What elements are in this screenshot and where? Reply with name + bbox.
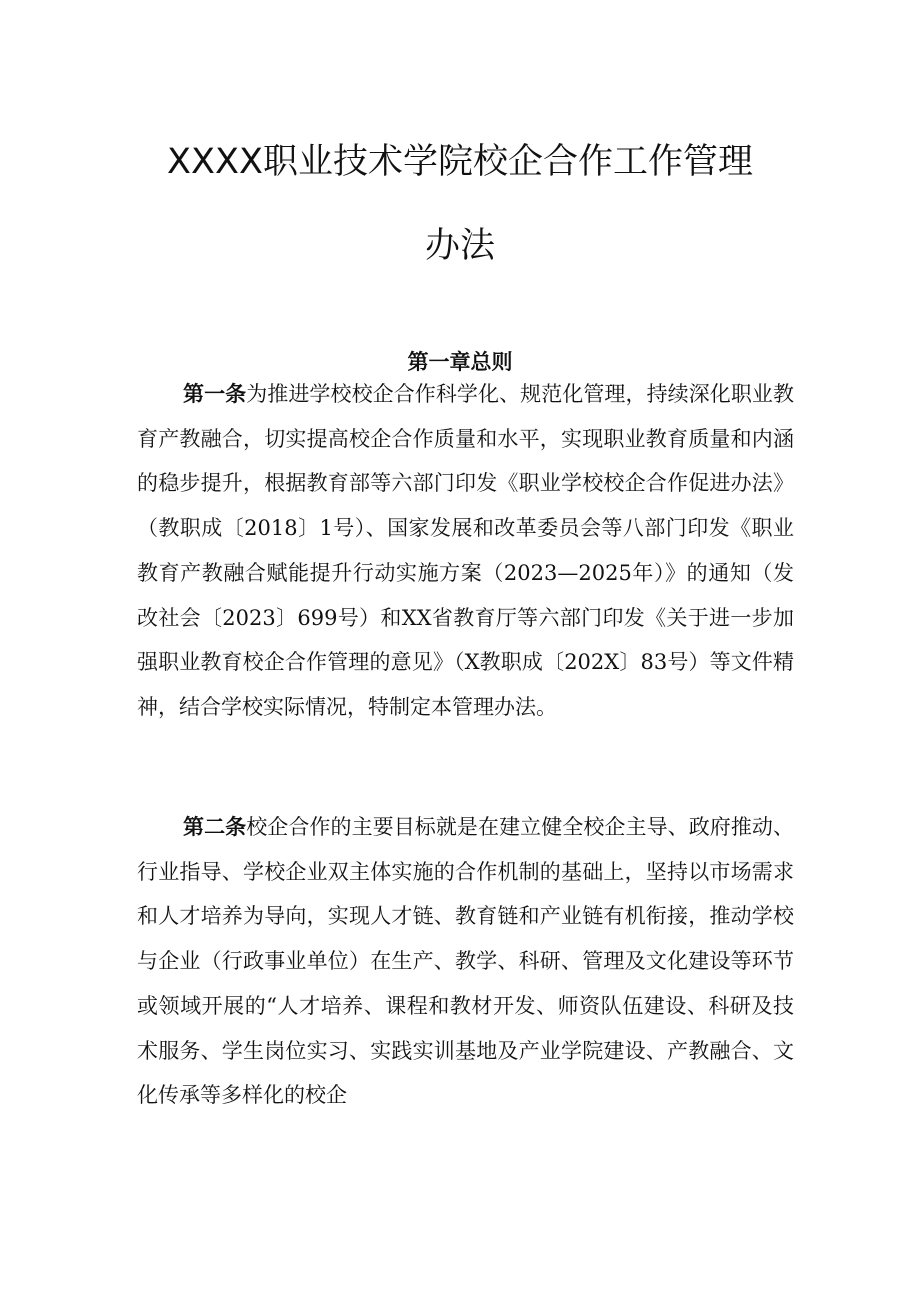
- article-2-text: 校企合作的主要目标就是在建立健全校企主导、政府推动、行业指导、学校企业双主体实施的合作机制的基础上，坚持以市场需求和人才培养为导向，实现人才链、教育链和产业链有机衔接，推动学校与企业（行政事业单位）在生产、教学、科研、管理及文化建设等环节或领域开展的“人才培养、课程和教材开发、师资队伍建设、科研及技术服务、学生岗位实习、实践实训基地及产业学院建设、产教融合、文化传承等多样化的校企: [137, 815, 795, 1108]
- document-title-line-1: XXXX职业技术学院校企合作工作管理: [167, 142, 753, 182]
- article-1-text: 为推进学校校企合作科学化、规范化管理，持续深化职业教育产教融合，切实提高校企合作质量和水平，实现职业教育质量和内涵的稳步提升，根据教育部等六部门印发《职业学校校企合作促进办法》（教职成〔2018〕1号）、国家发展和改革委员会等八部门印发《职业教育产教融合赋能提升行动实施方案（2023—2025年）》的通知（发改社会〔2023〕699号）和XX省教育厅等六部门印发《关于进一步加强职业教育校企合作管理的意见》（X教职成〔202X〕83号）等文件精神，结合学校实际情况，特制定本管理办法。: [137, 382, 795, 719]
- article-2-label: 第二条: [183, 815, 247, 839]
- article-1-label: 第一条: [183, 382, 247, 406]
- document-title-line-2: 办法: [424, 226, 495, 266]
- article-1-paragraph: [137, 372, 794, 730]
- article-2-paragraph: [137, 805, 794, 1118]
- chapter-heading: 第一章总则: [407, 350, 513, 375]
